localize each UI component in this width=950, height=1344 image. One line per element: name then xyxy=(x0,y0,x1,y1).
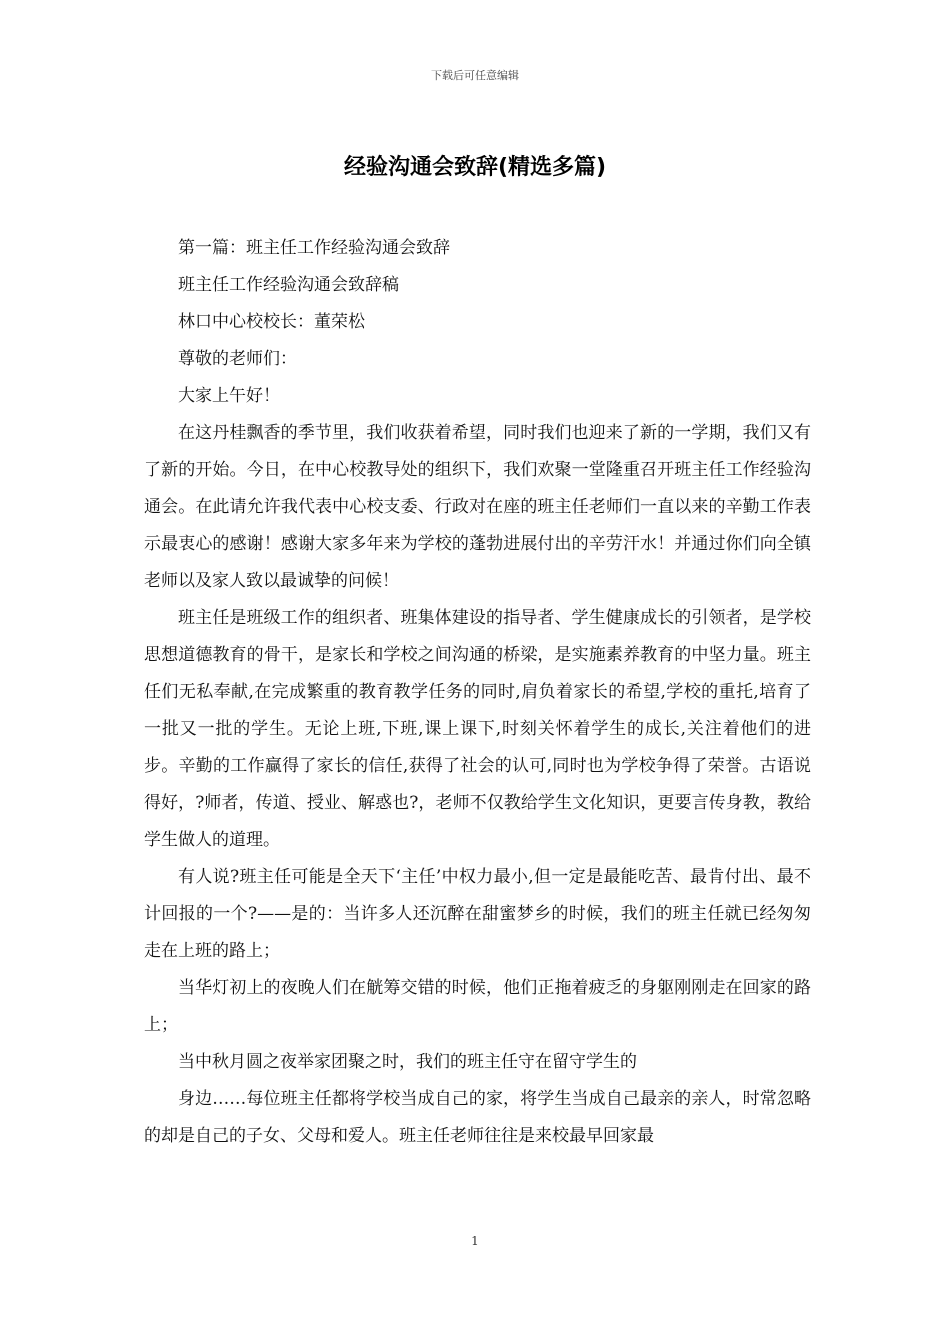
document-body xyxy=(144,230,811,1155)
paragraph: 大家上午好！ xyxy=(178,386,280,406)
paragraph: 有人说?班主任可能是全天下‘主任’中权力最小,但一定是最能吃苦、最肯付出、最不计回报的一个?——是的：当许多人还沉醉在甜蜜梦乡的时候，我们的班主任就已经匆匆走在上班的路上； xyxy=(144,867,811,961)
paragraph: 当中秋月圆之夜举家团聚之时，我们的班主任守在留守学生的 xyxy=(178,1052,637,1072)
paragraph: 班主任工作经验沟通会致辞稿 xyxy=(178,275,399,295)
paragraph: 第一篇：班主任工作经验沟通会致辞 xyxy=(178,238,450,258)
page-header-note: 下载后可任意编辑 xyxy=(431,69,519,82)
paragraph: 当华灯初上的夜晚人们在觥筹交错的时候，他们正拖着疲乏的身躯刚刚走在回家的路上； xyxy=(144,978,811,1035)
document-title: 经验沟通会致辞(精选多篇) xyxy=(343,155,607,180)
page-number: 1 xyxy=(471,1234,479,1248)
paragraph: 班主任是班级工作的组织者、班集体建设的指导者、学生健康成长的引领者，是学校思想道德教育的骨干，是家长和学校之间沟通的桥梁，是实施素养教育的中坚力量。班主任们无私奉献,在完成繁重的教育教学任务的同时,肩负着家长的希望,学校的重托,培育了一批又一批的学生。无论上班,下班,课上课下,时刻关怀着学生的成长,关注着他们的进步。辛勤的工作赢得了家长的信任,获得了社会的认可,同时也为学校争得了荣誉。古语说得好，?师者，传道、授业、解惑也?，老师不仅教给学生文化知识，更要言传身教，教给学生做人的道理。 xyxy=(144,608,811,850)
paragraph: 林口中心校校长：董荣松 xyxy=(178,312,365,332)
paragraph: 身边……每位班主任都将学校当成自己的家，将学生当成自己最亲的亲人，时常忽略的却是自己的子女、父母和爱人。班主任老师往往是来校最早回家最 xyxy=(144,1089,811,1146)
paragraph: 在这丹桂飘香的季节里，我们收获着希望，同时我们也迎来了新的一学期，我们又有了新的开始。今日，在中心校教导处的组织下，我们欢聚一堂隆重召开班主任工作经验沟通会。在此请允许我代表中心校支委、行政对在座的班主任老师们一直以来的辛勤工作表示最衷心的感谢！感谢大家多年来为学校的蓬勃进展付出的辛劳汗水！并通过你们向全镇老师以及家人致以最诚挚的问候！ xyxy=(144,423,811,591)
paragraph: 尊敬的老师们： xyxy=(178,349,297,369)
